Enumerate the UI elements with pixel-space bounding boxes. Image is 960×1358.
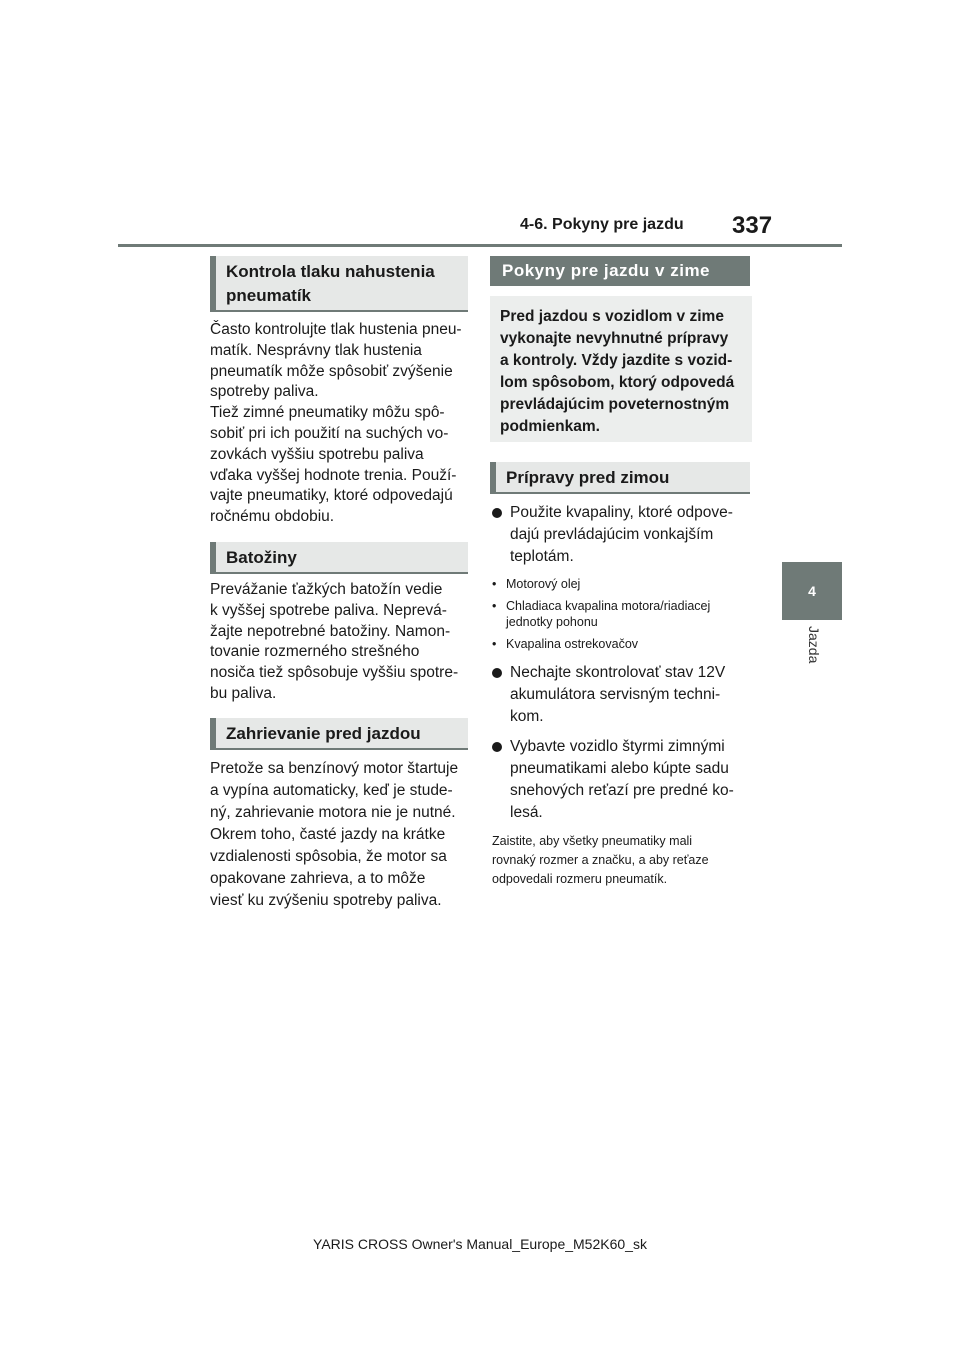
sub-list-item-text: Kvapalina ostrekovačov [506,637,639,651]
paragraph-warmup: Pretože sa benzínový motor štartuje a vypína automaticky, keď je stude- ný, zahrievanie motora nie je nutné. Okrem toho, časté jazdy na krátke vzdialenosti spôsobia, že motor sa opakovane zahrieva, a to môže viesť ku zvýšeniu spotreby paliva. [210,760,459,909]
preparations-list [492,502,754,889]
page-number: 337 [732,212,773,239]
bullet-icon [492,508,502,518]
sub-bullet-icon: • [492,637,497,651]
header-divider [118,244,842,247]
note-paragraph: Zaistite, aby všetky pneumatiky mali rovnaký rozmer a značku, a aby reťaze odpovedali rozmeru pneumatík. [492,834,709,886]
sub-bullet-icon: • [492,599,497,613]
chapter-label: Jazda [806,626,822,664]
heading-winter-driving: Pokyny pre jazdu v zime [490,256,750,286]
sub-list-item [492,636,754,652]
list-item [492,736,754,824]
chapter-tab [782,562,842,620]
chapter-number: 4 [808,583,816,599]
bullet-icon [492,742,502,752]
heading-winter-preparations: Prípravy pred zimou [490,462,750,494]
heading-tire-pressure: Kontrola tlaku nahustenia pneumatík [210,256,468,312]
list-item-text: Vybavte vozidlo štyrmi zimnými pneumatikami alebo kúpte sadu snehových reťazí pre predné ko- lesá. [510,738,734,821]
sub-list-item [492,598,754,630]
list-item [492,662,754,728]
list-item-text: Nechajte skontrolovať stav 12V akumulátora servisným techni- kom. [510,664,726,725]
winter-intro-box: Pred jazdou s vozidlom v zime vykonajte nevyhnutné prípravy a kontroly. Vždy jazdite s vozid- lom spôsobom, ktorý odpovedá prevládajúcim poveternostným podmienkam. [490,296,752,442]
list-item [492,502,754,568]
heading-luggage: Batožiny [210,542,468,574]
paragraph-luggage: Prevážanie ťažkých batožín vedie k vyššej spotrebe paliva. Neprevá- žajte nepotrebné batožiny. Namon- tovanie rozmerného strešného nosiča tiež spôsobuje vyššiu spotre- bu paliva. [210,581,459,702]
bullet-icon [492,668,502,678]
footer-manual-id: YARIS CROSS Owner's Manual_Europe_M52K60_sk [313,1236,647,1252]
list-item-text: Použite kvapaliny, ktoré odpove- dajú prevládajúcim vonkajším teplotám. [510,504,733,565]
heading-warmup: Zahrievanie pred jazdou [210,718,468,750]
paragraph-tire-pressure: Často kontrolujte tlak hustenia pneu- matík. Nesprávny tlak hustenia pneumatík môže spôsobiť zvýšenie spotreby paliva. Tiež zimné pneumatiky môžu spô- sobiť pri ich použití na suchých vo- zovkách vyššiu spotrebu paliva vďaka vyššej hodnote trenia. Použí- vajte pneumatiky, ktoré odpovedajú ročnému obdobiu. [210,321,462,526]
sub-list-item-text: Chladiaca kvapalina motora/riadiacej jednotky pohonu [506,599,711,629]
section-reference: 4-6. Pokyny pre jazdu [520,216,684,233]
chapter-label-wrapper [780,626,844,686]
sub-list-item-text: Motorový olej [506,577,581,591]
sub-bullet-icon: • [492,577,497,591]
sub-list-item [492,576,754,592]
